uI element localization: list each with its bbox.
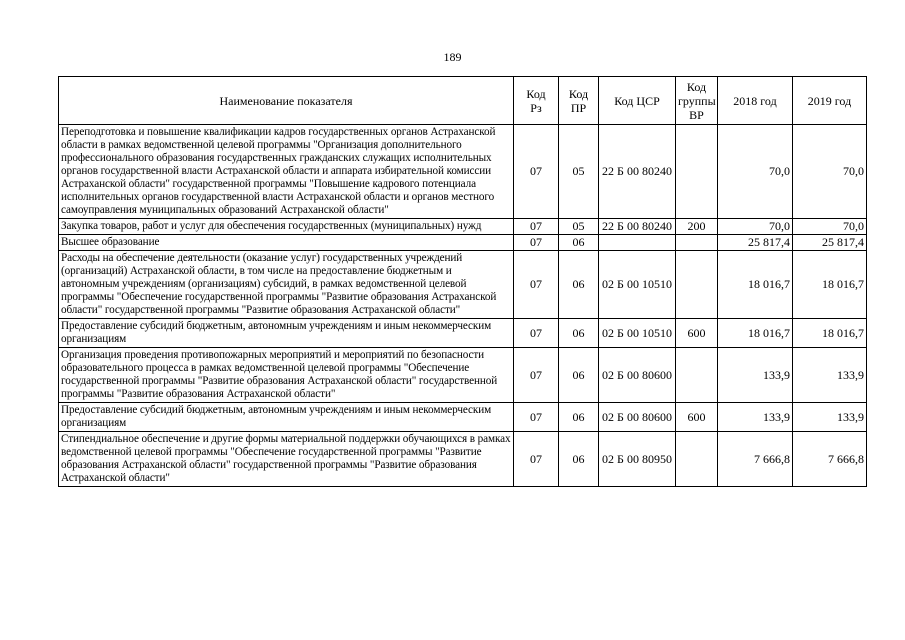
- row-pr: 06: [559, 319, 599, 348]
- table-row: [59, 125, 867, 219]
- header-2019: 2019 год: [793, 77, 867, 125]
- table-row: [59, 432, 867, 487]
- row-2019: 133,9: [793, 403, 867, 432]
- header-vr: [676, 77, 718, 125]
- header-vr-line3: ВР: [689, 107, 704, 122]
- row-2018: 7 666,8: [718, 432, 793, 487]
- row-rz: 07: [514, 235, 559, 251]
- row-csr: 02 Б 00 10510: [599, 251, 676, 319]
- row-rz: 07: [514, 432, 559, 487]
- row-rz: 07: [514, 319, 559, 348]
- row-vr: [676, 432, 718, 487]
- row-name: Стипендиальное обеспечение и другие формы материальной поддержки обучающихся в рамках ведомственной целевой программы "Обеспечение государственной программы "Развитие образования Астраханской области" государственной программы "Развитие образования Астраханской области": [59, 432, 514, 487]
- row-vr: [676, 348, 718, 403]
- row-name: Расходы на обеспечение деятельности (оказание услуг) государственных учреждений (организаций) Астраханской области, в том числе на предоставление бюджетным и автономным учреждениям (организациям) субсидий, в рамках ведомственной целевой программы "Обеспечение государственной программы "Развитие образования Астраханской области" государственной программы "Развитие образования Астраханской области": [59, 251, 514, 319]
- header-csr: Код ЦСР: [599, 77, 676, 125]
- table-row: [59, 319, 867, 348]
- row-2019: 18 016,7: [793, 251, 867, 319]
- row-name: Высшее образование: [59, 235, 514, 251]
- header-name: Наименование показателя: [59, 77, 514, 125]
- row-rz: 07: [514, 348, 559, 403]
- row-vr: [676, 251, 718, 319]
- row-pr: 06: [559, 235, 599, 251]
- row-2019: 7 666,8: [793, 432, 867, 487]
- row-2019: 133,9: [793, 348, 867, 403]
- row-name: Предоставление субсидий бюджетным, автономным учреждениям и иным некоммерческим организациям: [59, 319, 514, 348]
- header-pr: [559, 77, 599, 125]
- row-2018: 70,0: [718, 125, 793, 219]
- row-csr: 02 Б 00 80950: [599, 432, 676, 487]
- table-row: [59, 403, 867, 432]
- row-rz: 07: [514, 403, 559, 432]
- row-name: Организация проведения противопожарных мероприятий и мероприятий по безопасности образовательного процесса в рамках ведомственной целевой программы "Обеспечение государственной программы "Развитие образования Астраханской области" государственной программы "Развитие образования Астраханской области": [59, 348, 514, 403]
- table-row: [59, 251, 867, 319]
- row-2019: 18 016,7: [793, 319, 867, 348]
- row-2018: 18 016,7: [718, 251, 793, 319]
- row-pr: 06: [559, 403, 599, 432]
- row-vr: 200: [676, 219, 718, 235]
- row-2019: 25 817,4: [793, 235, 867, 251]
- row-pr: 06: [559, 348, 599, 403]
- row-name: Предоставление субсидий бюджетным, автономным учреждениям и иным некоммерческим организациям: [59, 403, 514, 432]
- row-2018: 25 817,4: [718, 235, 793, 251]
- row-2018: 18 016,7: [718, 319, 793, 348]
- budget-table: [58, 76, 867, 487]
- table-row: [59, 348, 867, 403]
- row-pr: 06: [559, 251, 599, 319]
- row-2018: 133,9: [718, 348, 793, 403]
- row-rz: 07: [514, 219, 559, 235]
- row-2019: 70,0: [793, 125, 867, 219]
- row-rz: 07: [514, 125, 559, 219]
- row-rz: 07: [514, 251, 559, 319]
- header-rz: [514, 77, 559, 125]
- table-header-row: [59, 77, 867, 125]
- row-2019: 70,0: [793, 219, 867, 235]
- row-2018: 70,0: [718, 219, 793, 235]
- row-name: Закупка товаров, работ и услуг для обеспечения государственных (муниципальных) нужд: [59, 219, 514, 235]
- row-csr: 22 Б 00 80240: [599, 125, 676, 219]
- row-name: Переподготовка и повышение квалификации кадров государственных органов Астраханской области в рамках ведомственной целевой программы "Организация дополнительного профессионального образования государственных гражданских служащих исполнительных органов государственной власти Астраханской области и аппарата избирательной комиссии Астраханской области" государственной программы "Повышение кадрового потенциала исполнительных органов государственной власти Астраханской области и органов местного самоуправления муниципальных образований Астраханской области": [59, 125, 514, 219]
- header-vr-line1: Код: [686, 79, 707, 94]
- table-row: [59, 219, 867, 235]
- header-vr-line2: группы: [678, 93, 716, 108]
- row-pr: 05: [559, 125, 599, 219]
- header-rz-line1: Код: [526, 86, 546, 101]
- row-vr: 600: [676, 319, 718, 348]
- row-csr: 02 Б 00 80600: [599, 348, 676, 403]
- row-vr: 600: [676, 403, 718, 432]
- page-number: 189: [443, 50, 462, 64]
- row-csr: 22 Б 00 80240: [599, 219, 676, 235]
- header-pr-line2: ПР: [570, 100, 587, 115]
- row-csr: 02 Б 00 10510: [599, 319, 676, 348]
- header-2018: 2018 год: [718, 77, 793, 125]
- row-2018: 133,9: [718, 403, 793, 432]
- header-pr-line1: Код: [568, 86, 589, 101]
- header-rz-line2: Рз: [530, 100, 542, 115]
- row-pr: 05: [559, 219, 599, 235]
- table-row: [59, 235, 867, 251]
- row-csr: [599, 235, 676, 251]
- row-pr: 06: [559, 432, 599, 487]
- row-vr: [676, 125, 718, 219]
- row-csr: 02 Б 00 80600: [599, 403, 676, 432]
- row-vr: [676, 235, 718, 251]
